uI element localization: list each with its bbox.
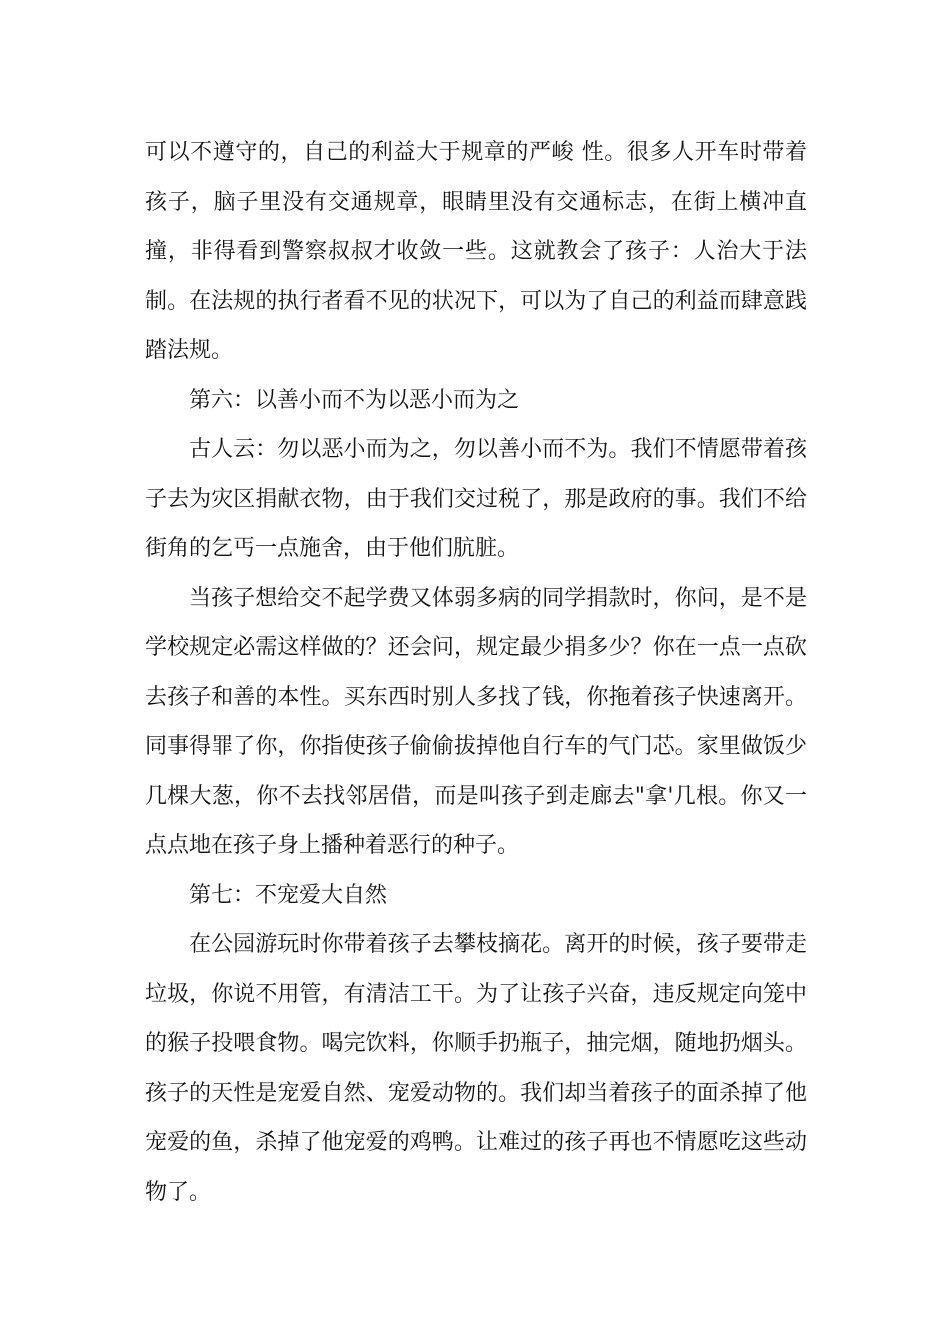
paragraph-ancient-saying: 古人云：勿以恶小而为之，勿以善小而不为。我们不情愿带着孩子去为灾区捐献衣物，由于我们交过税了，那是政府的事。我们不给街角的乞丐一点施舍，由于他们肮脏。 (145, 437, 807, 561)
section-heading-seven: 第七：不宠爱大自然 (189, 882, 388, 908)
document-body (145, 128, 807, 1217)
paragraph-park: 在公园游玩时你带着孩子去攀枝摘花。离开的时候，孩子要带走垃圾，你说不用管，有清洁工干。为了让孩子兴奋，违反规定向笼中的猴子投喂食物。喝完饮料，你顺手扔瓶子，抽完烟，随地扔烟头。孩子的天性是宠爱自然、宠爱动物的。我们却当着孩子的面杀掉了他宠爱的鱼，杀掉了他宠爱的鸡鸭。让难过的孩子再也不情愿吃这些动物了。 (145, 932, 807, 1205)
paragraph-continuation: 可以不遵守的，自己的利益大于规章的严峻 性。很多人开车时带着孩子，脑子里没有交通规章，眼睛里没有交通标志，在街上横冲直撞，非得看到警察叔叔才收敛一些。这就教会了孩子：人治大于法制。在法规的执行者看不见的状况下，可以为了自己的利益而肆意践踏法规。 (145, 140, 807, 363)
paragraph-donation: 当孩子想给交不起学费又体弱多病的同学捐款时，你问，是不是学校规定必需这样做的？还会问，规定最少捐多少？你在一点一点砍去孩子和善的本性。买东西时别人多找了钱，你拖着孩子快速离开。同事得罪了你，你指使孩子偷偷拔掉他自行车的气门芯。家里做饭少几棵大葱，你不去找邻居借，而是叫孩子到走廊去"拿'几根。你又一点点地在孩子身上播种着恶行的种子。 (145, 585, 807, 858)
section-heading-six: 第六：以善小而不为以恶小而为之 (189, 387, 520, 413)
